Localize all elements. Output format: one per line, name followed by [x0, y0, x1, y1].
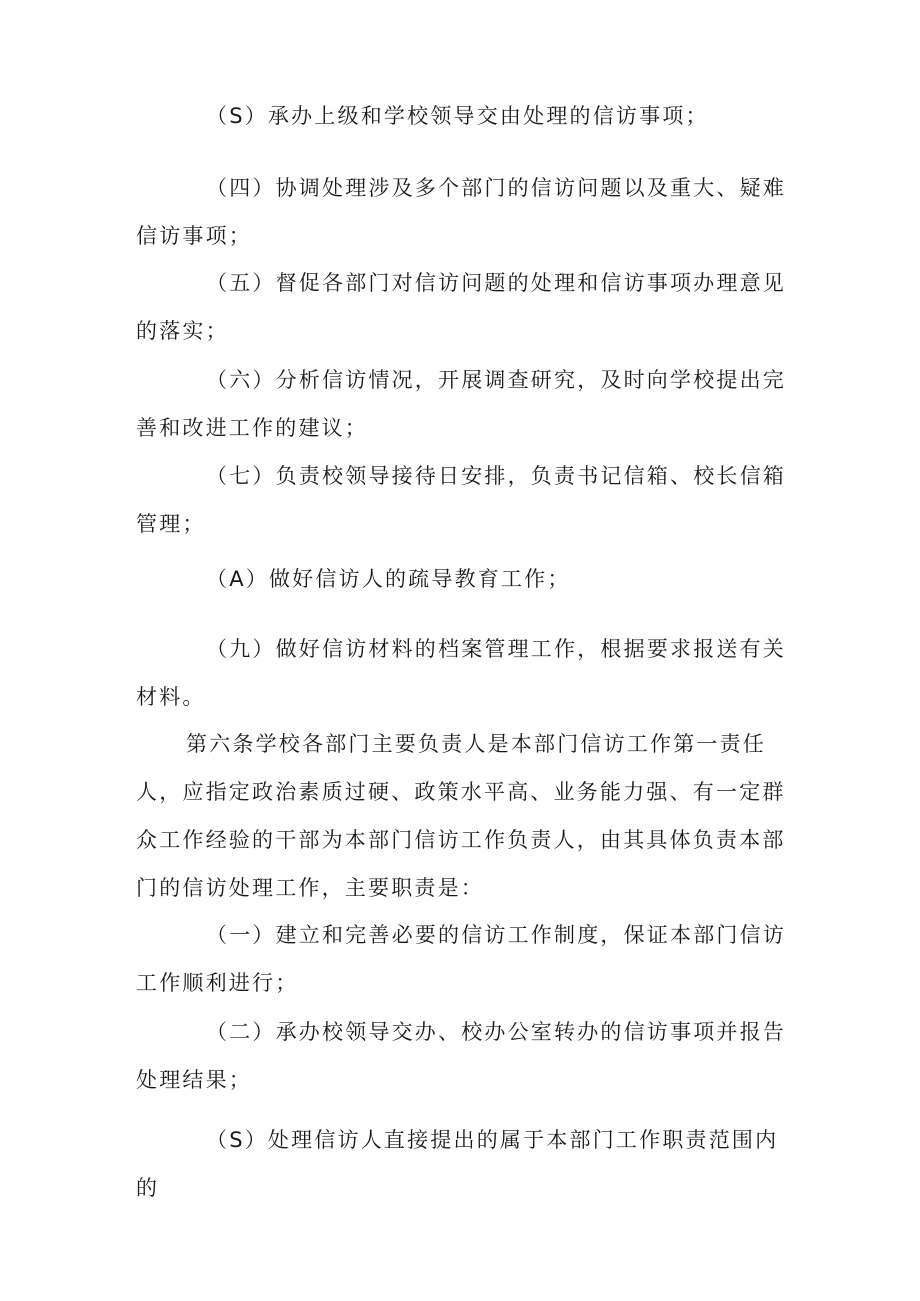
duty-item-2 [136, 1008, 796, 1104]
duty-item-1 [136, 911, 796, 1007]
paragraph-text: 第六条学校各部门主要负责人是本部门信访工作第一责任人，应指定政治素质过硬、政策水平高、业务能力强、有一定群众工作经验的干部为本部门信访工作负责人，由其具体负责本部门的信访处理工作，主要职责是： [136, 732, 786, 900]
paragraph-item-8 [136, 555, 796, 603]
paragraph-text: （S）承办上级和学校领导交由处理的信访事项； [206, 104, 709, 128]
paragraph-item-3 [136, 92, 796, 140]
paragraph-text: （九）做好信访材料的档案管理工作，根据要求报送有关材料。 [136, 637, 786, 709]
paragraph-text: （S）处理信访人直接提出的属于本部门工作职责范围内的 [136, 1128, 779, 1200]
paragraph-text: （二）承办校领导交办、校办公室转办的信访事项并报告处理结果； [136, 1020, 786, 1092]
paragraph-item-6 [136, 356, 796, 452]
paragraph-text: （A）做好信访人的疏导教育工作； [206, 567, 571, 591]
paragraph-text: （一）建立和完善必要的信访工作制度，保证本部门信访工作顺利进行； [136, 923, 786, 995]
paragraph-text: （六）分析信访情况，开展调查研究，及时向学校提出完善和改进工作的建议； [136, 368, 786, 440]
duty-item-3 [136, 1116, 796, 1212]
article-six-paragraph [136, 720, 796, 912]
paragraph-item-4 [136, 164, 796, 260]
paragraph-item-7 [136, 452, 796, 548]
paragraph-text: （四）协调处理涉及多个部门的信访问题以及重大、疑难信访事项； [136, 176, 786, 248]
paragraph-item-9 [136, 625, 796, 721]
paragraph-text: （七）负责校领导接待日安排，负责书记信箱、校长信箱管理； [136, 464, 786, 536]
paragraph-item-5 [136, 259, 796, 355]
paragraph-text: （五）督促各部门对信访问题的处理和信访事项办理意见的落实； [136, 271, 786, 343]
